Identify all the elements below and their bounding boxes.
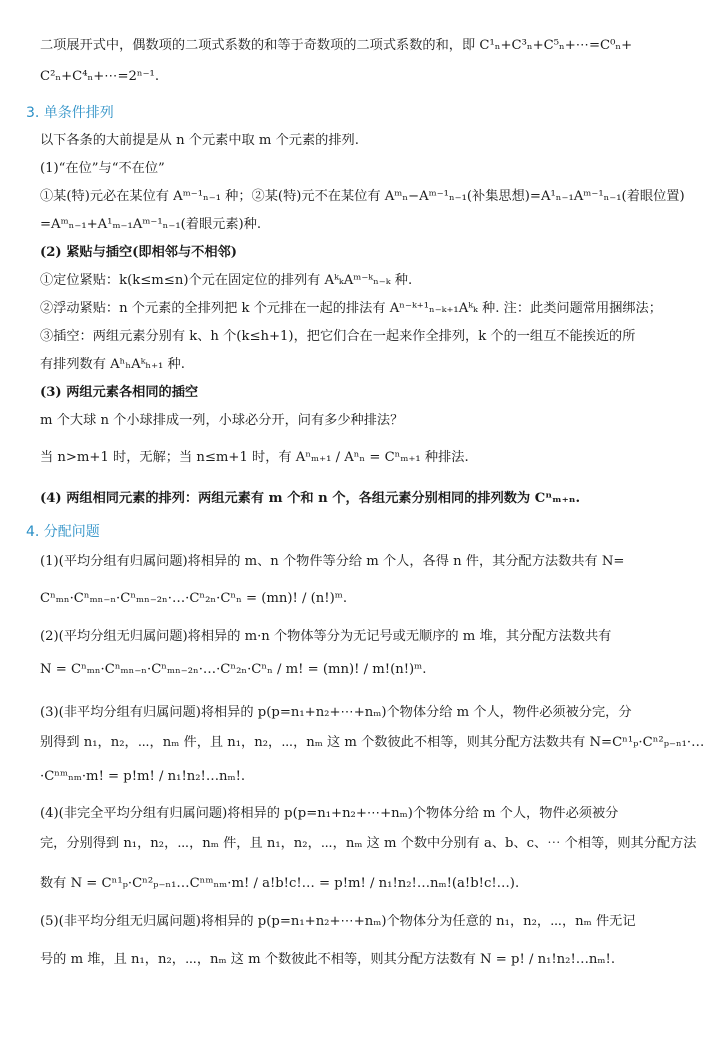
text-line: (4) 两组相同元素的排列：两组元素有 m 个和 n 个，各组元素分别相同的排列数为 Cⁿₘ₊ₙ. — [40, 491, 581, 506]
text-line: (4)(非完全平均分组有归属问题)将相异的 p(p=n₁+n₂+⋯+nₘ)个物体分给 m 个人，物件必须被分 — [40, 806, 619, 821]
text-line: 以下各条的大前提是从 n 个元素中取 m 个元素的排列. — [40, 133, 359, 148]
text-line: Cⁿₘₙ·Cⁿₘₙ₋ₙ·Cⁿₘₙ₋₂ₙ·…·Cⁿ₂ₙ·Cⁿₙ = (mn)! / (n!)ᵐ. — [40, 591, 348, 606]
text-line: ·Cⁿᵐₙₘ·m! = p!m! / n₁!n₂!…nₘ!. — [40, 769, 246, 784]
text-line: 数有 N = Cⁿ¹ₚ·Cⁿ²ₚ₋ₙ₁…Cⁿᵐₙₘ·m! / a!b!c!… = p!m! / n₁!n₂!…nₘ!(a!b!c!…). — [40, 876, 520, 891]
text-line: m 个大球 n 个小球排成一列，小球必分开，问有多少种排法？ — [40, 413, 404, 428]
text-line: 有排列数有 AʰₕAᵏₕ₊₁ 种. — [40, 357, 185, 372]
text-line: N = Cⁿₘₙ·Cⁿₘₙ₋ₙ·Cⁿₘₙ₋₂ₙ·…·Cⁿ₂ₙ·Cⁿₙ / m! = (mn)! / m!(n!)ᵐ. — [40, 662, 427, 677]
text-line: (2)(平均分组无归属问题)将相异的 m·n 个物体等分为无记号或无顺序的 m 堆，其分配方法数共有 — [40, 629, 612, 644]
text-line: 完，分别得到 n₁，n₂，⋯，nₘ 件，且 n₁，n₂，⋯，nₘ 这 m 个数中分别有 a、b、c、⋯ 个相等，则其分配方法 — [40, 836, 697, 851]
text-line: ③插空：两组元素分别有 k、h 个(k≤h+1)，把它们合在一起来作全排列，k 个的一组互不能挨近的所 — [40, 329, 636, 344]
text-line: =Aᵐₙ₋₁+A¹ₘ₋₁Aᵐ⁻¹ₙ₋₁(着眼元素)种. — [40, 217, 262, 232]
text-line: ①定位紧贴：k(k≤m≤n)个元在固定位的排列有 AᵏₖAᵐ⁻ᵏₙ₋ₖ 种. — [40, 273, 413, 288]
text-line: (3) 两组元素各相同的插空 — [40, 385, 199, 400]
text-line: (2) 紧贴与插空(即相邻与不相邻) — [40, 245, 237, 260]
text-line: (3)(非平均分组有归属问题)将相异的 p(p=n₁+n₂+⋯+nₘ)个物体分给 m 个人，物件必须被分完，分 — [40, 705, 632, 720]
text-line: ①某(特)元必在某位有 Aᵐ⁻¹ₙ₋₁ 种；②某(特)元不在某位有 Aᵐₙ−Aᵐ⁻¹ₙ₋₁(补集思想)=A¹ₙ₋₁Aᵐ⁻¹ₙ₋₁(着眼位置) — [40, 189, 685, 204]
text-line: 当 n>m+1 时，无解；当 n≤m+1 时，有 Aⁿₘ₊₁ / Aⁿₙ = Cⁿₘ₊₁ 种排法. — [40, 450, 469, 465]
text-line: 号的 m 堆，且 n₁，n₂，⋯，nₘ 这 m 个数彼此不相等，则其分配方法数有 N = p! / n₁!n₂!…nₘ!. — [40, 952, 616, 967]
text-line: 别得到 n₁，n₂，⋯，nₘ 件，且 n₁，n₂，⋯，nₘ 这 m 个数彼此不相等，则其分配方法数共有 N=Cⁿ¹ₚ·Cⁿ²ₚ₋ₙ₁·… — [40, 735, 705, 750]
text-line: ②浮动紧贴：n 个元素的全排列把 k 个元排在一起的排法有 Aⁿ⁻ᵏ⁺¹ₙ₋ₖ₊₁Aᵏₖ 种. 注：此类问题常用捆绑法； — [40, 301, 662, 316]
section-heading: 4. 分配问题 — [26, 524, 100, 540]
text-line: (5)(非平均分组无归属问题)将相异的 p(p=n₁+n₂+⋯+nₘ)个物体分为任意的 n₁，n₂，⋯，nₘ 件无记 — [40, 914, 636, 929]
text-line: (1)(平均分组有归属问题)将相异的 m、n 个物件等分给 m 个人，各得 n 件，其分配方法数共有 N= — [40, 554, 625, 569]
text-line: C²ₙ+C⁴ₙ+⋯=2ⁿ⁻¹. — [40, 69, 160, 84]
text-line: (1)“在位”与“不在位” — [40, 161, 165, 176]
section-heading: 3. 单条件排列 — [26, 105, 114, 121]
text-line: 二项展开式中，偶数项的二项式系数的和等于奇数项的二项式系数的和，即 C¹ₙ+C³ₙ+C⁵ₙ+⋯=C⁰ₙ+ — [40, 38, 633, 53]
